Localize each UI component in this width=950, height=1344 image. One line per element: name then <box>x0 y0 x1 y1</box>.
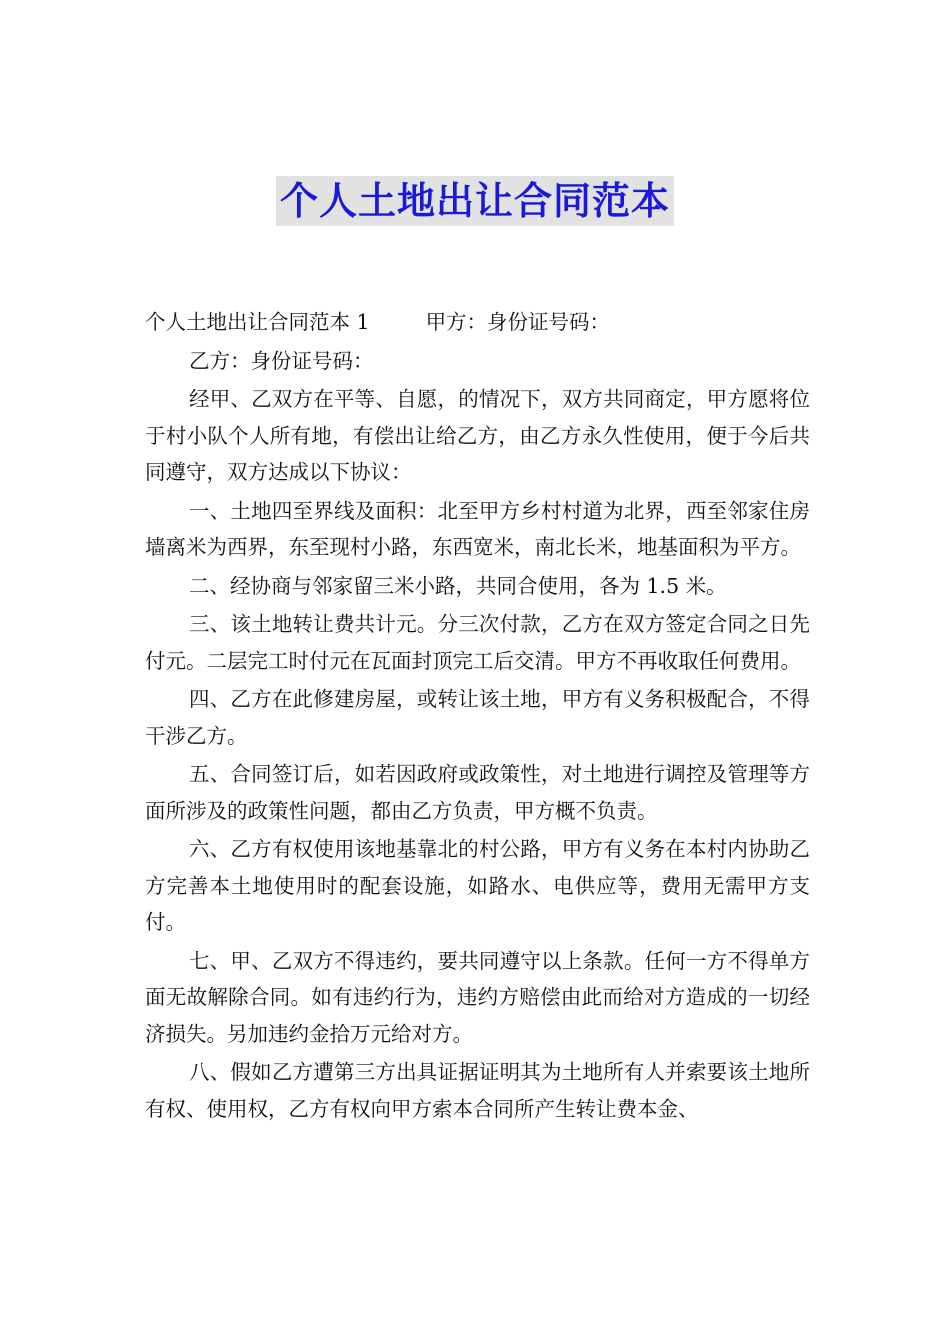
paragraph-clause-1: 一、土地四至界线及面积：北至甲方乡村村道为北界，西至邻家住房墙离米为西界，东至现村小路，东西宽米，南北长米，地基面积为平方。 <box>145 498 810 559</box>
paragraph-party-b: 乙方：身份证号码： <box>189 348 374 373</box>
paragraph-preamble: 经甲、乙双方在平等、自愿，的情况下，双方共同商定，甲方愿将位于村小队个人所有地，有偿出让给乙方，由乙方永久性使用，便于今后共同遵守，双方达成以下协议： <box>145 387 810 484</box>
paragraph-clause-8: 八、假如乙方遭第三方出具证据证明其为土地所有人并索要该土地所有权、使用权，乙方有权向甲方索本合同所产生转让费本金、 <box>145 1060 810 1121</box>
paragraph-clause-3: 三、该土地转让费共计元。分三次付款，乙方在双方签定合同之日先付元。二层完工时付元在瓦面封顶完工后交清。甲方不再收取任何费用。 <box>145 612 810 673</box>
document-body <box>145 304 810 1129</box>
heading-line-left: 个人土地出让合同范本 1 <box>145 310 370 334</box>
paragraph-clause-4: 四、乙方在此修建房屋，或转让该土地，甲方有义务积极配合，不得干涉乙方。 <box>145 687 810 748</box>
document-title: 个人土地出让合同范本 <box>276 176 674 226</box>
paragraph-clause-5: 五、合同签订后，如若因政府或政策性，对土地进行调控及管理等方面所涉及的政策性问题，都由乙方负责，甲方概不负责。 <box>145 762 810 823</box>
heading-line-right: 甲方：身份证号码： <box>425 310 611 334</box>
title-container <box>0 176 950 226</box>
heading-line <box>145 304 810 341</box>
paragraph-clause-7: 七、甲、乙双方不得违约，要共同遵守以上条款。任何一方不得单方面无故解除合同。如有违约行为，违约方赔偿由此而给对方造成的一切经济损失。另加违约金拾万元给对方。 <box>145 948 810 1046</box>
paragraph-clause-6: 六、乙方有权使用该地基靠北的村公路，甲方有义务在本村内协助乙方完善本土地使用时的配套设施，如路水、电供应等，费用无需甲方支付。 <box>145 837 810 934</box>
paragraph-clause-2: 二、经协商与邻家留三米小路，共同合使用，各为 1.5 米。 <box>189 573 727 598</box>
